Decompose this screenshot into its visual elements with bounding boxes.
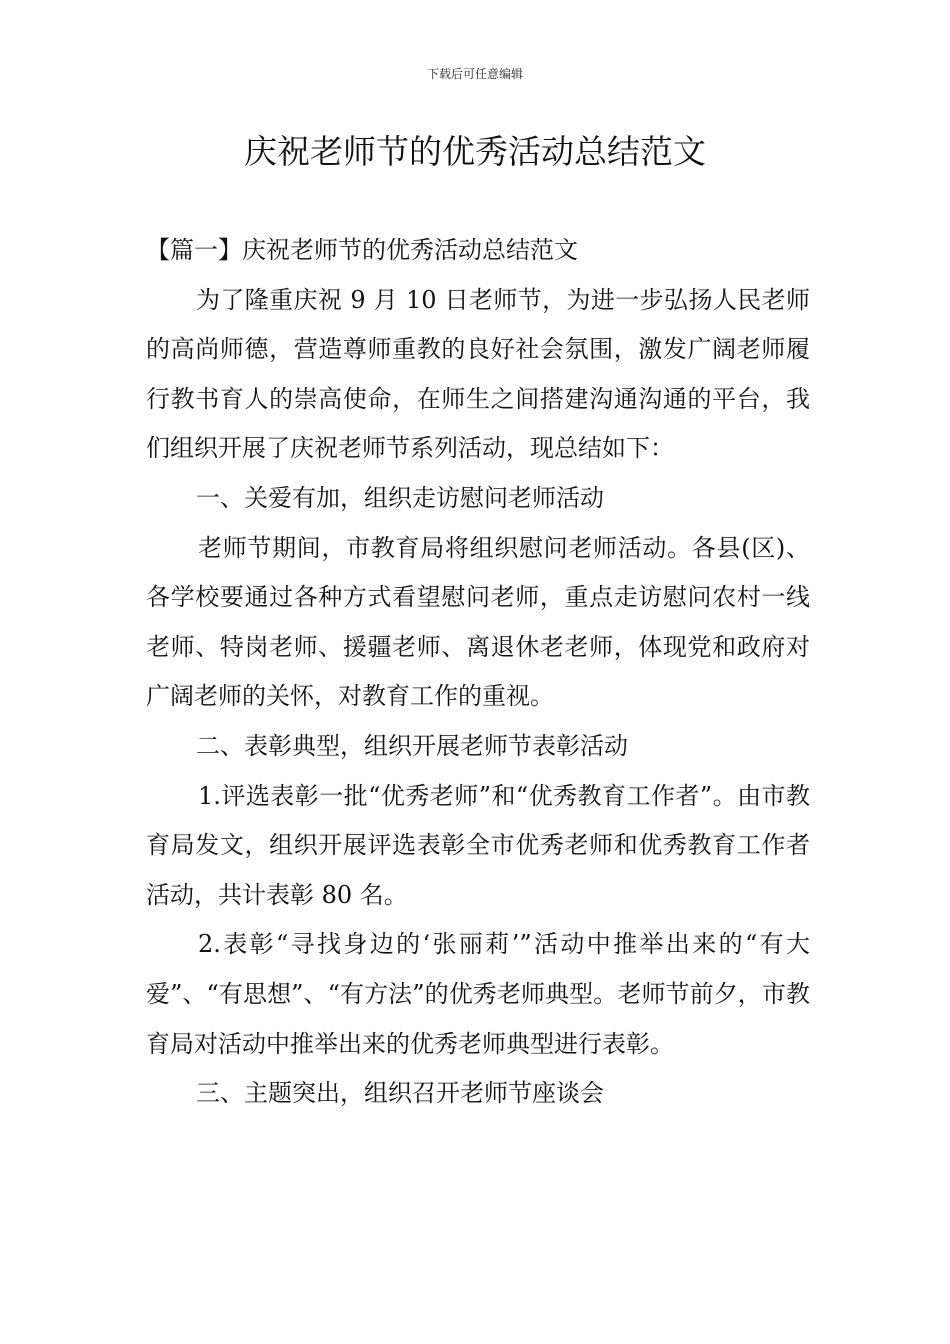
header-note: 下载后可任意编辑	[426, 67, 523, 81]
paragraph-intro: 为了隆重庆祝 9 月 10 日老师节，为进一步弘扬人民老师的高尚师德，营造尊师重教的良好社会氛围，激发广阔老师履行教书育人的崇高使命，在师生之间搭建沟通沟通的平台，我们组织开展了庆祝老师节系列活动，现总结如下：	[146, 285, 810, 463]
section-heading-3: 三、主题突出，组织召开老师节座谈会	[196, 1079, 604, 1108]
section-heading-2: 二、表彰典型，组织开展老师节表彰活动	[196, 731, 628, 760]
paragraph-visit: 老师节期间，市教育局将组织慰问老师活动。各县(区)、各学校要通过各种方式看望慰问老师，重点走访慰问农村一线老师、特岗老师、援疆老师、离退休老老师，体现党和政府对广阔老师的关怀，对教育工作的重视。	[146, 533, 810, 711]
section-subtitle: 【篇一】庆祝老师节的优秀活动总结范文	[146, 236, 578, 264]
paragraph-award-2: 2.表彰“寻找身边的‘张丽莉’”活动中推举出来的“有大爱”、“有思想”、“有方法”的优秀老师典型。老师节前夕，市教育局对活动中推举出来的优秀老师典型进行表彰。	[146, 930, 810, 1058]
document-title: 庆祝老师节的优秀活动总结范文	[244, 132, 706, 171]
section-heading-1: 一、关爱有加，组织走访慰问老师活动	[196, 483, 604, 512]
document-body	[146, 226, 810, 1119]
paragraph-award-1: 1.评选表彰一批“优秀老师”和“优秀教育工作者”。由市教育局发文，组织开展评选表彰全市优秀老师和优秀教育工作者活动，共计表彰 80 名。	[146, 781, 810, 909]
